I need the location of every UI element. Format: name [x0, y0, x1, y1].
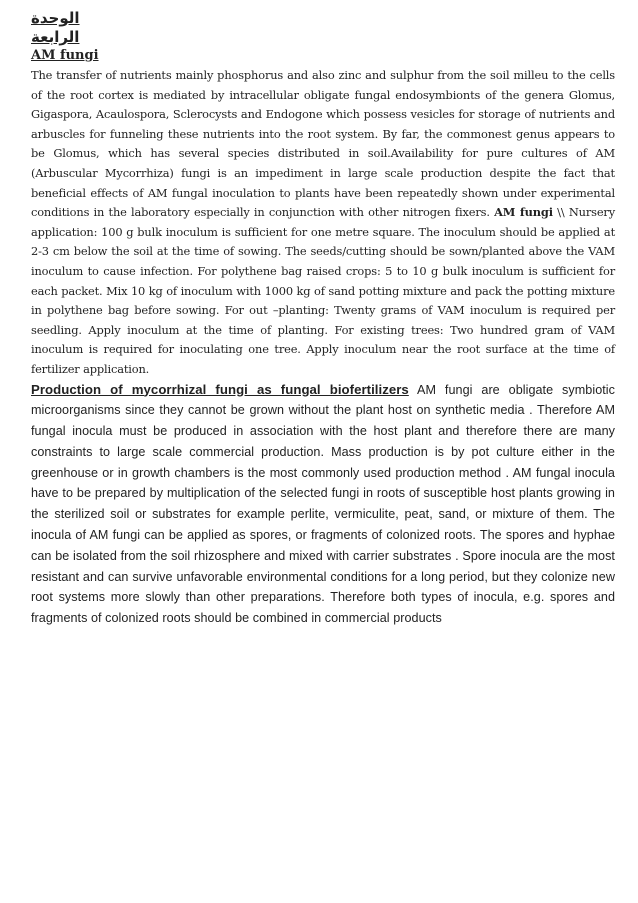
production-heading: Production of mycorrhizal fungi as fungal biofertilizers	[31, 381, 409, 397]
paragraph-production	[31, 380, 615, 630]
paragraph-text: AM fungi are obligate symbiotic microorganisms since they cannot be grown without the plant host on synthetic media . Therefore AM fungal inocula must be produced in association with the host plant and therefore there are many constraints to large scale commercial production. Mass production is by pot culture either in the greenhouse or in growth chambers is the most commonly used production method . AM fungal inocula have to be prepared by multiplication of the selected fungi in roots of susceptible host plants growing in the sterilized soil or substrates for example perlite, vermiculite, peat, sand, or mixture of them. The inocula of AM fungi can be applied as spores, or fragments of colonized roots. The spores and hyphae can be isolated from the soil rhizosphere and mixed with carrier substrates . Spore inocula are the most resistant and can survive unfavorable environmental conditions for a long period, but they colonize new root systems more slowly than other preparations. Therefore both types of inocula, e.g. spores and fragments of colonized roots should be combined in commercial products	[31, 382, 615, 626]
paragraph-text: \\ Nursery application: 100 g bulk inoculum is sufficient for one metre square. The inoculum should be applied at 2-3 cm below the soil at the time of sowing. The seeds/cutting should be sown/planted above the VAM inoculum to cause infection. For polythene bag raised crops: 5 to 10 g bulk inoculum is sufficient for each packet. Mix 10 kg of inoculum with 1000 kg of sand potting mixture and pack the potting mixture in polythene bag before sowing. For out –planting: Twenty grams of VAM inoculum is required per seedling. Apply inoculum at the time of planting. For existing trees: Two hundred gram of VAM inoculum is required for inoculating one tree. Apply inoculum near the root surface at the time of fertilizer application.	[31, 205, 616, 376]
unit-heading: الوحدة الرابعة	[31, 9, 80, 46]
section-title: AM fungi	[31, 48, 99, 63]
document-page	[31, 9, 615, 629]
bold-term: AM fungi	[494, 205, 553, 220]
paragraph-text: The transfer of nutrients mainly phosphorus and also zinc and sulphur from the soil milleu to the cells of the root cortex is mediated by intracellular obligate fungal endosymbionts of the genera Glomus, Gigaspora, Acaulospora, Sclerocysts and Endogone which possess vesicles for storage of nutrients and arbuscles for funneling these nutrients into the root system. By far, the commonest genus appears to be Glomus, which has several species distributed in soil.Availability for pure cultures of AM (Arbuscular Mycorrhiza) fungi is an impediment in large scale production despite the fact that beneficial effects of AM fungal inoculation to plants have been repeatedly shown under experimental conditions in the laboratory especially in conjunction with other nitrogen fixers.	[31, 68, 615, 220]
paragraph-am-fungi	[31, 66, 615, 380]
